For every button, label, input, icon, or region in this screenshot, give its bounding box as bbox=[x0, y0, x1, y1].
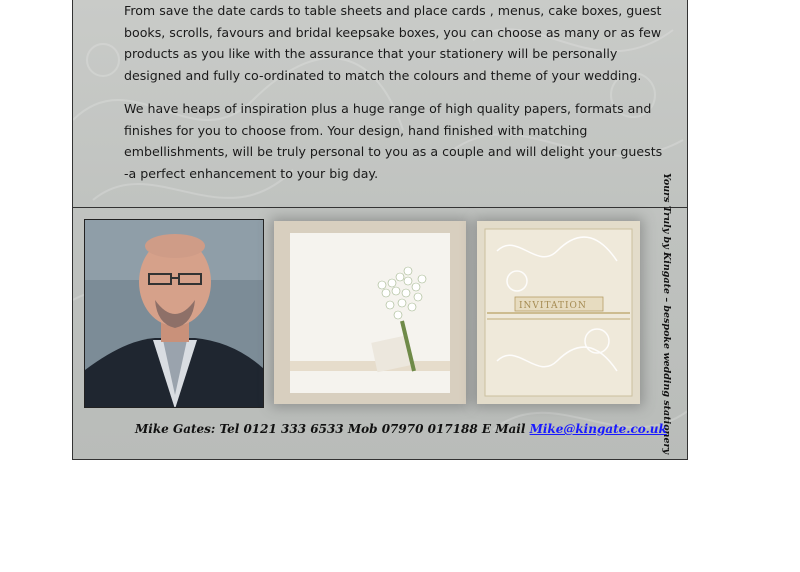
side-caption: Yours Truly by Kingate – bespoke wedding stationery bbox=[661, 172, 673, 454]
side-caption-container bbox=[656, 172, 678, 454]
contact-line bbox=[135, 422, 667, 436]
invitation-label: INVITATION bbox=[519, 301, 587, 311]
flyer-panel bbox=[72, 0, 688, 460]
paragraph-products: From save the date cards to table sheets and place cards , menus, cake boxes, guest books, scrolls, favours and bridal keepsake boxes, you can choose as many or as few products as you like with the assurance that your stationery will be personally designed and fully co-ordinated to match the colours and theme of your wedding. bbox=[124, 3, 662, 83]
email-link[interactable]: Mike@kingate.co.uk bbox=[529, 422, 667, 436]
paragraph-inspiration: We have heaps of inspiration plus a huge range of high quality papers, formats and finishes for you to choose from. Your design, hand finished with matching embellishments, will be truly personal to you as a couple and will delight your guests -a perfect enhancement to your big day. bbox=[124, 101, 663, 181]
contact-text: Mike Gates: Tel 0121 333 6533 Mob 07970 017188 E Mail bbox=[135, 422, 530, 436]
divider-line bbox=[73, 207, 687, 208]
flower-card-image bbox=[274, 221, 466, 404]
portrait-photo bbox=[84, 219, 264, 408]
invitation-card-image bbox=[477, 221, 640, 404]
description-text bbox=[124, 0, 664, 184]
